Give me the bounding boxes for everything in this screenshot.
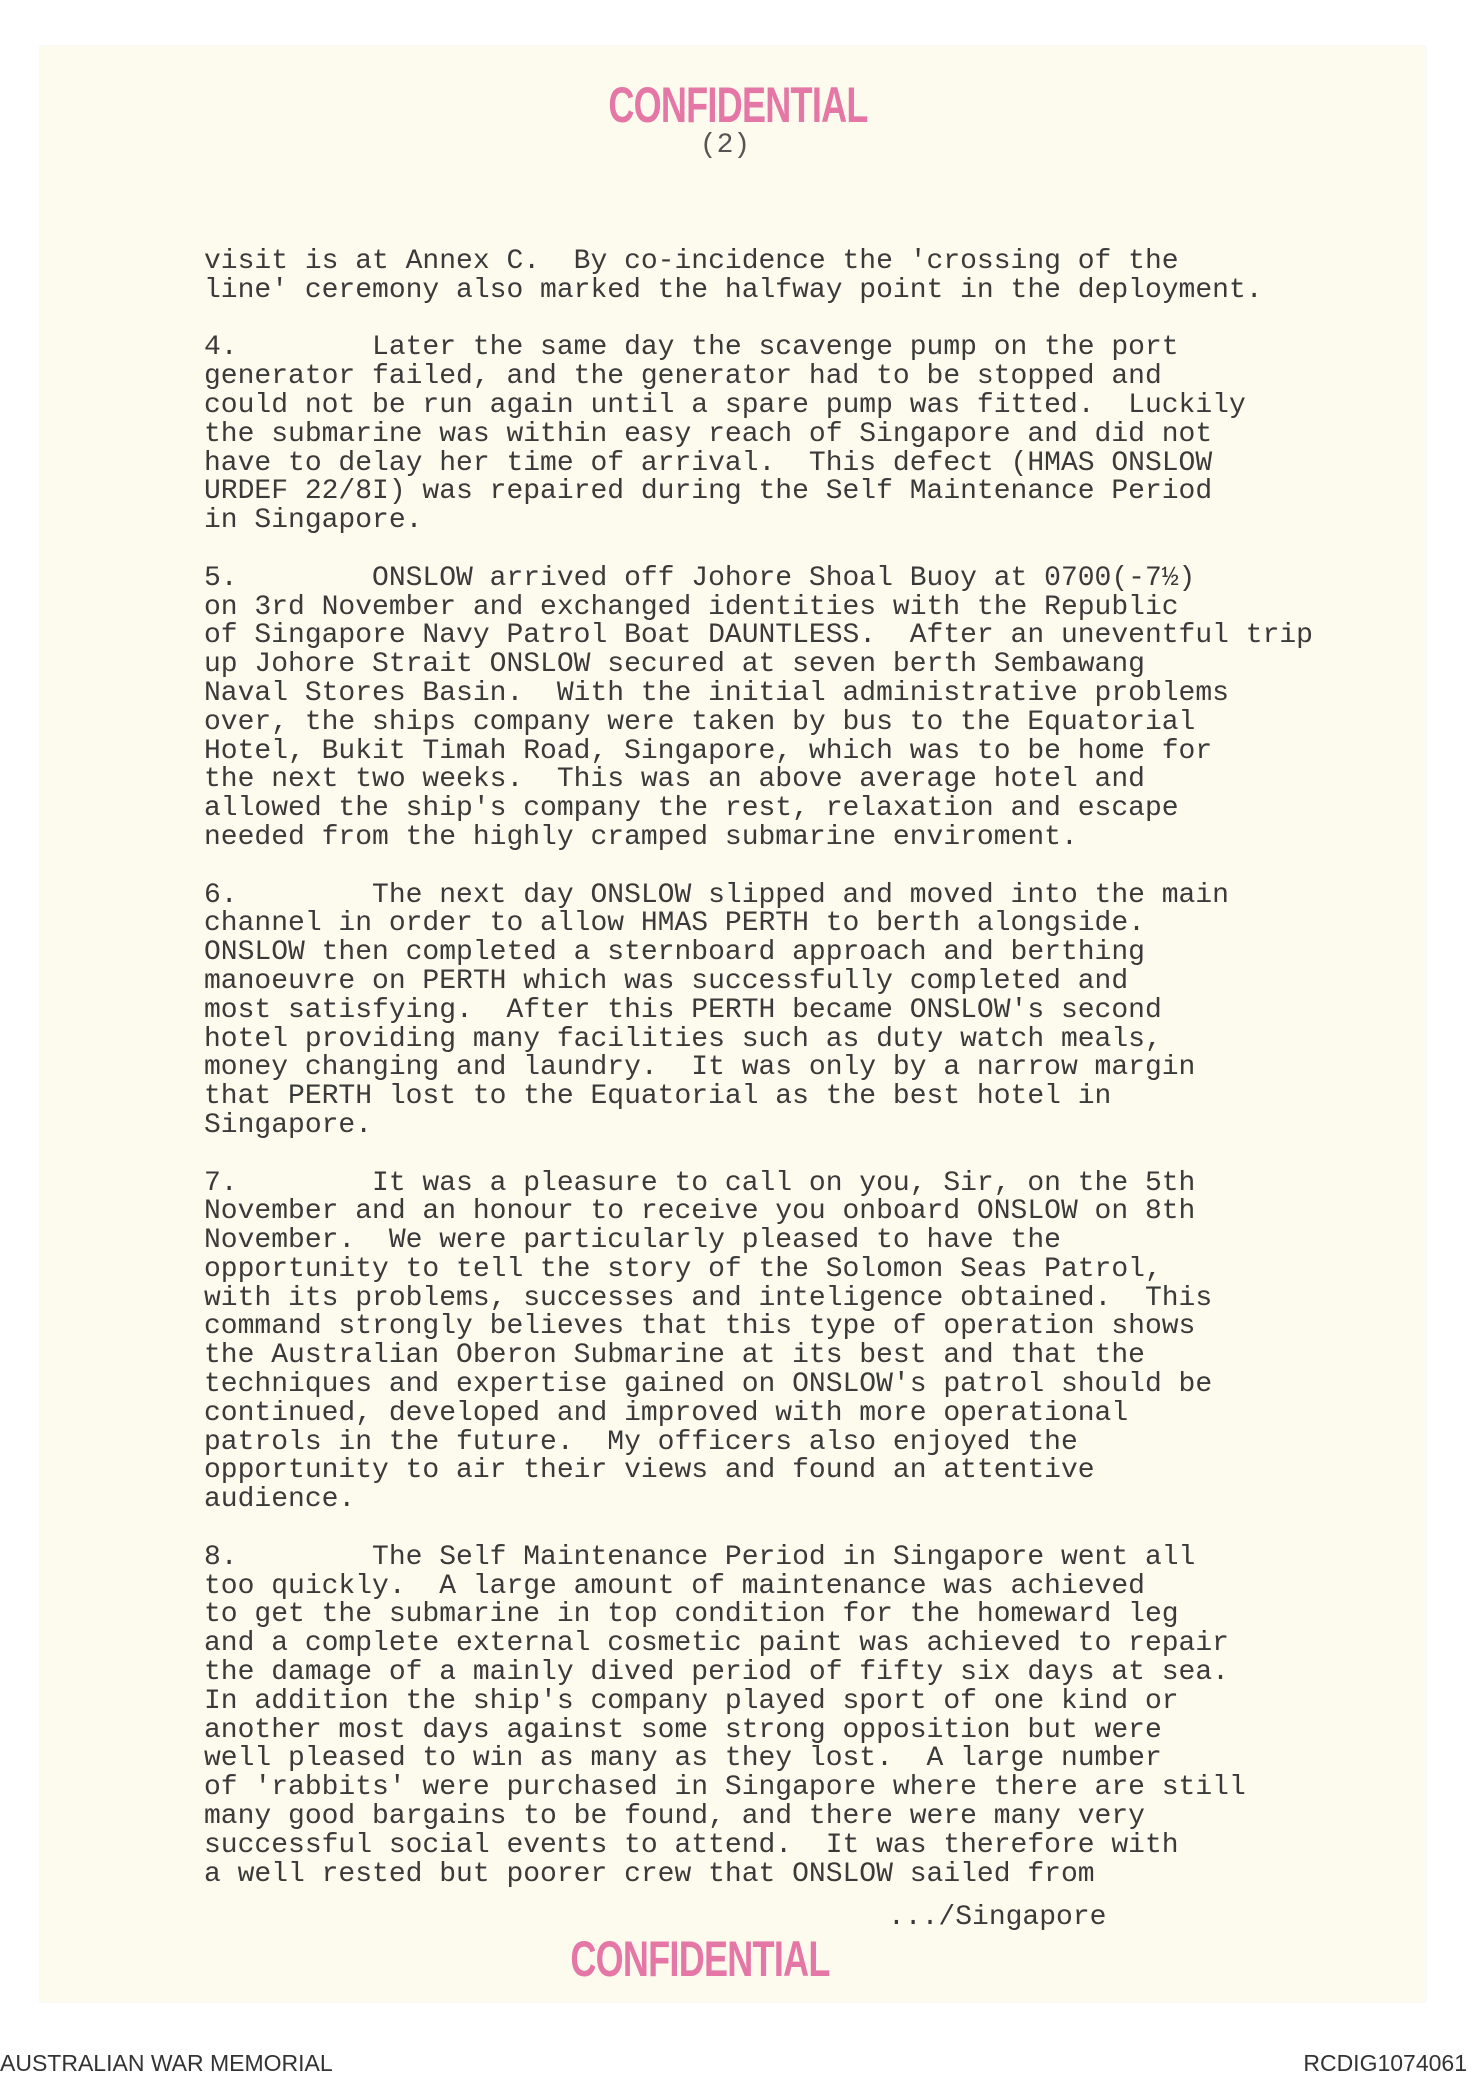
text-line: allowed the ship's company the rest, relaxation and escape: [204, 793, 1179, 825]
paragraph: [204, 879, 1313, 1141]
text-line: line' ceremony also marked the halfway point in the deployment.: [204, 274, 1263, 306]
archive-id: RCDIG1074061: [1303, 2050, 1467, 2076]
text-line: audience.: [204, 1484, 356, 1516]
text-line: over, the ships company were taken by bus to the Equatorial: [204, 706, 1196, 738]
text-line: the next two weeks. This was an above average hotel and: [204, 764, 1145, 796]
text-line: up Johore Strait ONSLOW secured at seven berth Sembawang: [204, 649, 1145, 681]
text-line: too quickly. A large amount of maintenance was achieved: [204, 1570, 1145, 1602]
text-line: that PERTH lost to the Equatorial as the best hotel in: [204, 1081, 1112, 1113]
text-line: visit is at Annex C. By co-incidence the 'crossing of the: [204, 246, 1179, 277]
text-line: of Singapore Navy Patrol Boat DAUNTLESS. After an uneventful trip: [204, 620, 1313, 652]
text-line: the damage of a mainly dived period of fifty six days at sea.: [204, 1657, 1229, 1689]
text-line: command strongly believes that this type of operation shows: [204, 1311, 1196, 1343]
text-line: with its problems, successes and inteligence obtained. This: [204, 1282, 1213, 1314]
text-line: and a complete external cosmetic paint was achieved to repair: [204, 1628, 1229, 1660]
text-line: Hotel, Bukit Timah Road, Singapore, which was to be home for: [204, 735, 1213, 767]
text-line: Naval Stores Basin. With the initial administrative problems: [204, 677, 1229, 709]
text-line: opportunity to tell the story of the Solomon Seas Patrol,: [204, 1253, 1162, 1285]
text-line: the submarine was within easy reach of Singapore and did not: [204, 418, 1213, 450]
page-number: (2): [699, 130, 751, 161]
text-line: ONSLOW then completed a sternboard approach and berthing: [204, 937, 1145, 969]
text-line: opportunity to air their views and found an attentive: [204, 1455, 1095, 1487]
text-line: money changing and laundry. It was only by a narrow margin: [204, 1052, 1196, 1084]
text-line: another most days against some strong opposition but were: [204, 1714, 1162, 1746]
continuation-note: .../Singapore: [888, 1902, 1107, 1933]
text-line: could not be run again until a spare pump was fitted. Luckily: [204, 389, 1246, 421]
text-line: hotel providing many facilities such as duty watch meals,: [204, 1023, 1162, 1055]
paragraph: [204, 248, 1313, 306]
text-line: on 3rd November and exchanged identities with the Republic: [204, 591, 1179, 623]
paragraph: [204, 334, 1313, 536]
text-line: many good bargains to be found, and there were many very: [204, 1801, 1145, 1833]
text-line: needed from the highly cramped submarine enviroment.: [204, 821, 1078, 853]
paragraph: [204, 562, 1313, 853]
text-line: manoeuvre on PERTH which was successfully completed and: [204, 965, 1129, 997]
text-line: URDEF 22/8I) was repaired during the Self Maintenance Period: [204, 476, 1213, 508]
confidential-stamp-top: CONFIDENTIAL: [608, 77, 868, 133]
text-line: patrols in the future. My officers also enjoyed the: [204, 1426, 1078, 1458]
text-line: in Singapore.: [204, 505, 423, 537]
text-line: to get the submarine in top condition for the homeward leg: [204, 1599, 1179, 1631]
text-line: 4. Later the same day the scavenge pump on the port: [204, 332, 1179, 364]
text-line: of 'rabbits' were purchased in Singapore where there are still: [204, 1772, 1246, 1804]
text-line: 8. The Self Maintenance Period in Singapore went all: [204, 1541, 1196, 1573]
text-line: generator failed, and the generator had to be stopped and: [204, 361, 1162, 393]
text-line: successful social events to attend. It was therefore with: [204, 1829, 1179, 1861]
text-line: Singapore.: [204, 1109, 373, 1141]
text-line: 5. ONSLOW arrived off Johore Shoal Buoy at 0700(-7½): [204, 562, 1196, 594]
text-line: a well rested but poorer crew that ONSLOW sailed from: [204, 1858, 1095, 1890]
text-line: November. We were particularly pleased to have the: [204, 1225, 1061, 1257]
text-line: most satisfying. After this PERTH became ONSLOW's second: [204, 994, 1162, 1026]
text-line: the Australian Oberon Submarine at its best and that the: [204, 1340, 1145, 1372]
text-line: well pleased to win as many as they lost. A large number: [204, 1743, 1162, 1775]
text-line: continued, developed and improved with more operational: [204, 1397, 1129, 1429]
paragraph: [204, 1541, 1313, 1890]
text-line: channel in order to allow HMAS PERTH to berth alongside.: [204, 908, 1145, 940]
archive-credit: AUSTRALIAN WAR MEMORIAL: [0, 2050, 333, 2076]
paragraph: [204, 1167, 1313, 1516]
document-body: [204, 248, 1313, 1918]
confidential-stamp-bottom: CONFIDENTIAL: [570, 1931, 830, 1987]
text-line: 7. It was a pleasure to call on you, Sir, on the 5th: [204, 1167, 1196, 1199]
text-line: techniques and expertise gained on ONSLOW's patrol should be: [204, 1369, 1213, 1401]
text-line: 6. The next day ONSLOW slipped and moved into the main: [204, 879, 1229, 911]
text-line: In addition the ship's company played sport of one kind or: [204, 1685, 1179, 1717]
text-line: November and an honour to receive you onboard ONSLOW on 8th: [204, 1196, 1196, 1228]
text-line: have to delay her time of arrival. This defect (HMAS ONSLOW: [204, 447, 1213, 479]
